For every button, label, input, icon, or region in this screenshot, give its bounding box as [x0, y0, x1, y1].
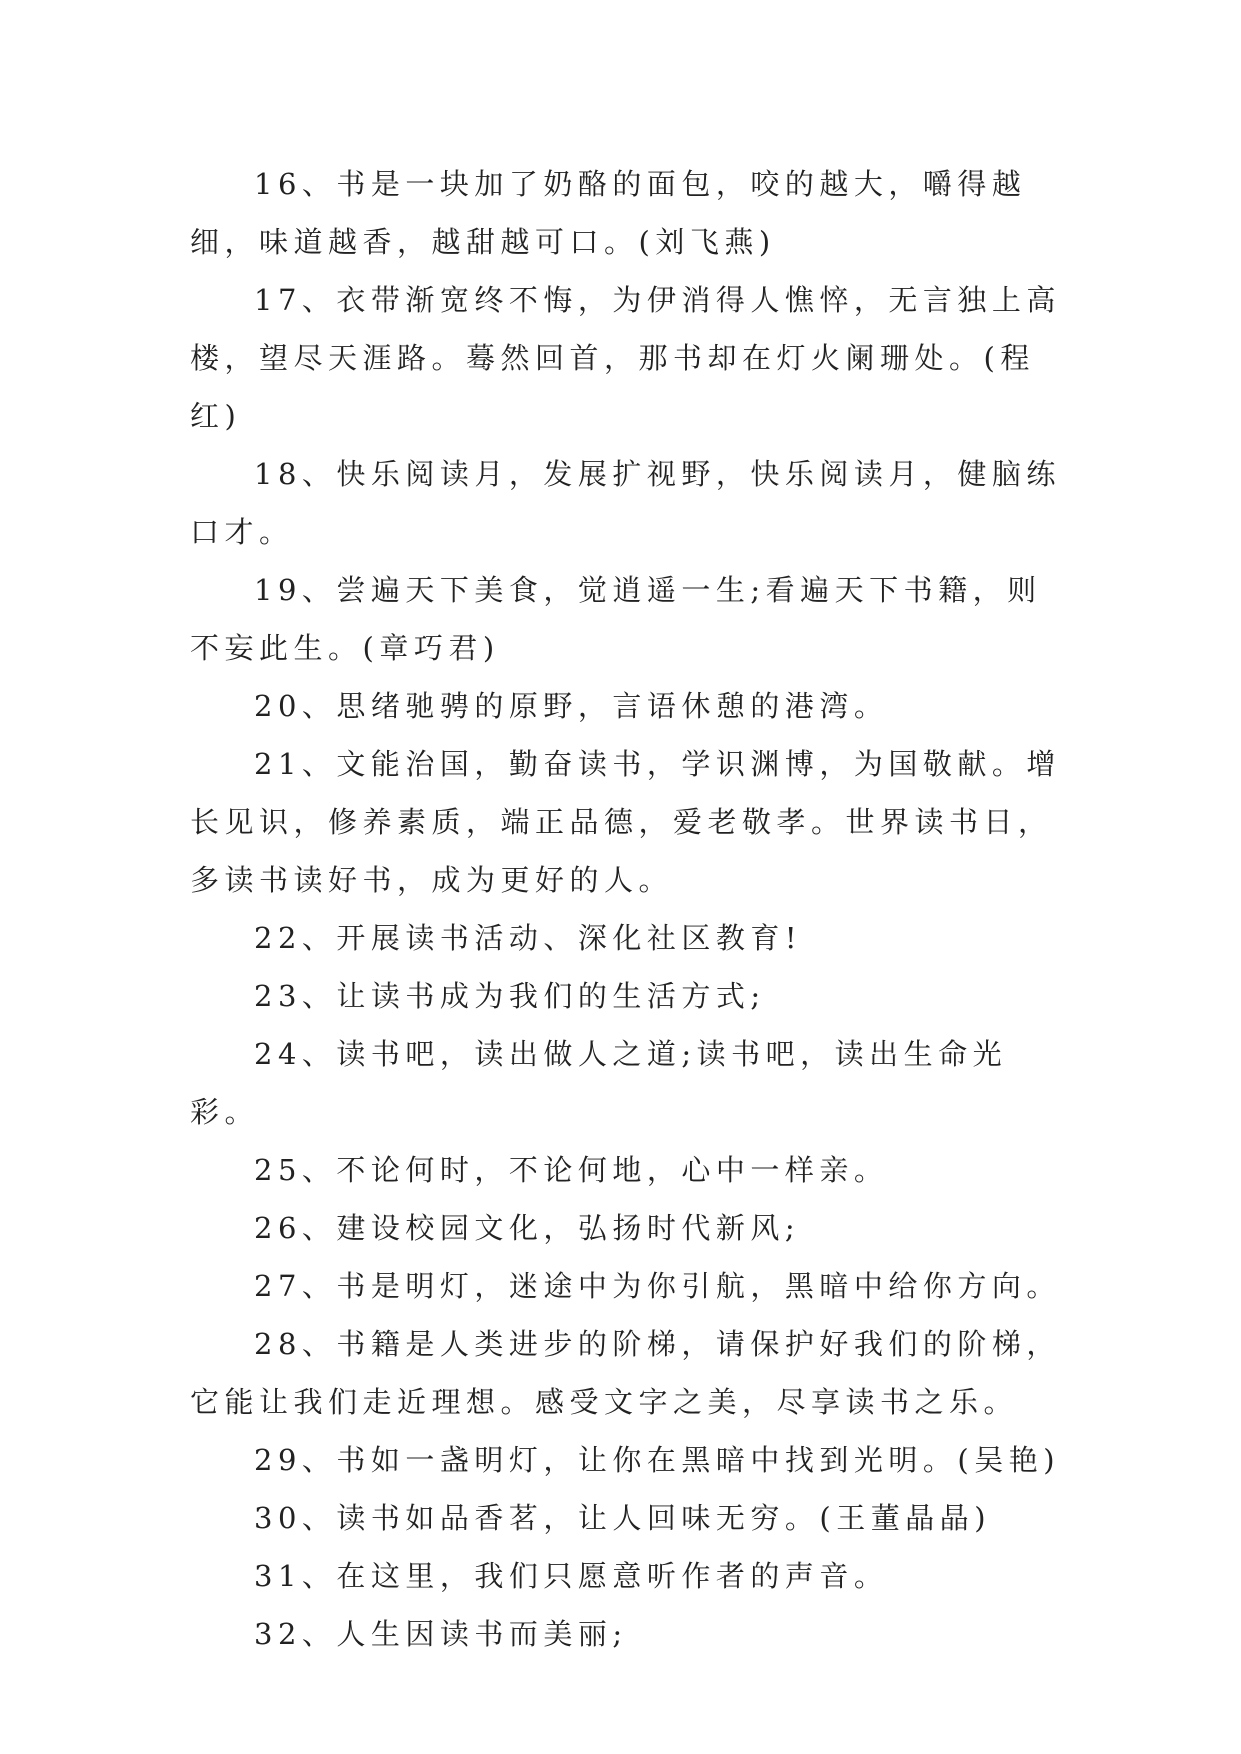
paragraph-26: 26、建设校园文化，弘扬时代新风; — [254, 1211, 801, 1245]
paragraph-25: 25、不论何时，不论何地，心中一样亲。 — [254, 1153, 889, 1187]
paragraph-20: 20、思绪驰骋的原野，言语休憩的港湾。 — [254, 689, 889, 723]
paragraph-16: 16、书是一块加了奶酪的面包，咬的越大，嚼得越细，味道越香，越甜越可口。(刘飞燕) — [190, 167, 1027, 259]
paragraph-32: 32、人生因读书而美丽; — [254, 1617, 628, 1651]
paragraph-21: 21、文能治国，勤奋读书，学识渊博，为国敬献。增长见识，修养素质，端正品德，爱老敬孝。世界读书日，多读书读好书，成为更好的人。 — [190, 747, 1061, 897]
paragraph-29: 29、书如一盏明灯，让你在黑暗中找到光明。(吴艳) — [254, 1443, 1061, 1477]
document-body — [190, 155, 1070, 1663]
paragraph-24: 24、读书吧，读出做人之道;读书吧，读出生命光彩。 — [190, 1037, 1008, 1129]
paragraph-18: 18、快乐阅读月，发展扩视野，快乐阅读月，健脑练口才。 — [190, 457, 1061, 549]
paragraph-22: 22、开展读书活动、深化社区教育! — [254, 921, 803, 955]
paragraph-19: 19、尝遍天下美食，觉逍遥一生;看遍天下书籍，则不妄此生。(章巧君) — [190, 573, 1042, 665]
paragraph-23: 23、让读书成为我们的生活方式; — [254, 979, 766, 1013]
paragraph-27: 27、书是明灯，迷途中为你引航，黑暗中给你方向。 — [254, 1269, 1061, 1303]
paragraph-17: 17、衣带渐宽终不悔，为伊消得人憔悴，无言独上高楼，望尽天涯路。蓦然回首，那书却在灯火阑珊处。(程红) — [190, 283, 1061, 433]
paragraph-31: 31、在这里，我们只愿意听作者的声音。 — [254, 1559, 889, 1593]
paragraph-28: 28、书籍是人类进步的阶梯，请保护好我们的阶梯，它能让我们走近理想。感受文字之美，尽享读书之乐。 — [190, 1327, 1061, 1419]
paragraph-30: 30、读书如品香茗，让人回味无穷。(王董晶晶) — [254, 1501, 992, 1535]
